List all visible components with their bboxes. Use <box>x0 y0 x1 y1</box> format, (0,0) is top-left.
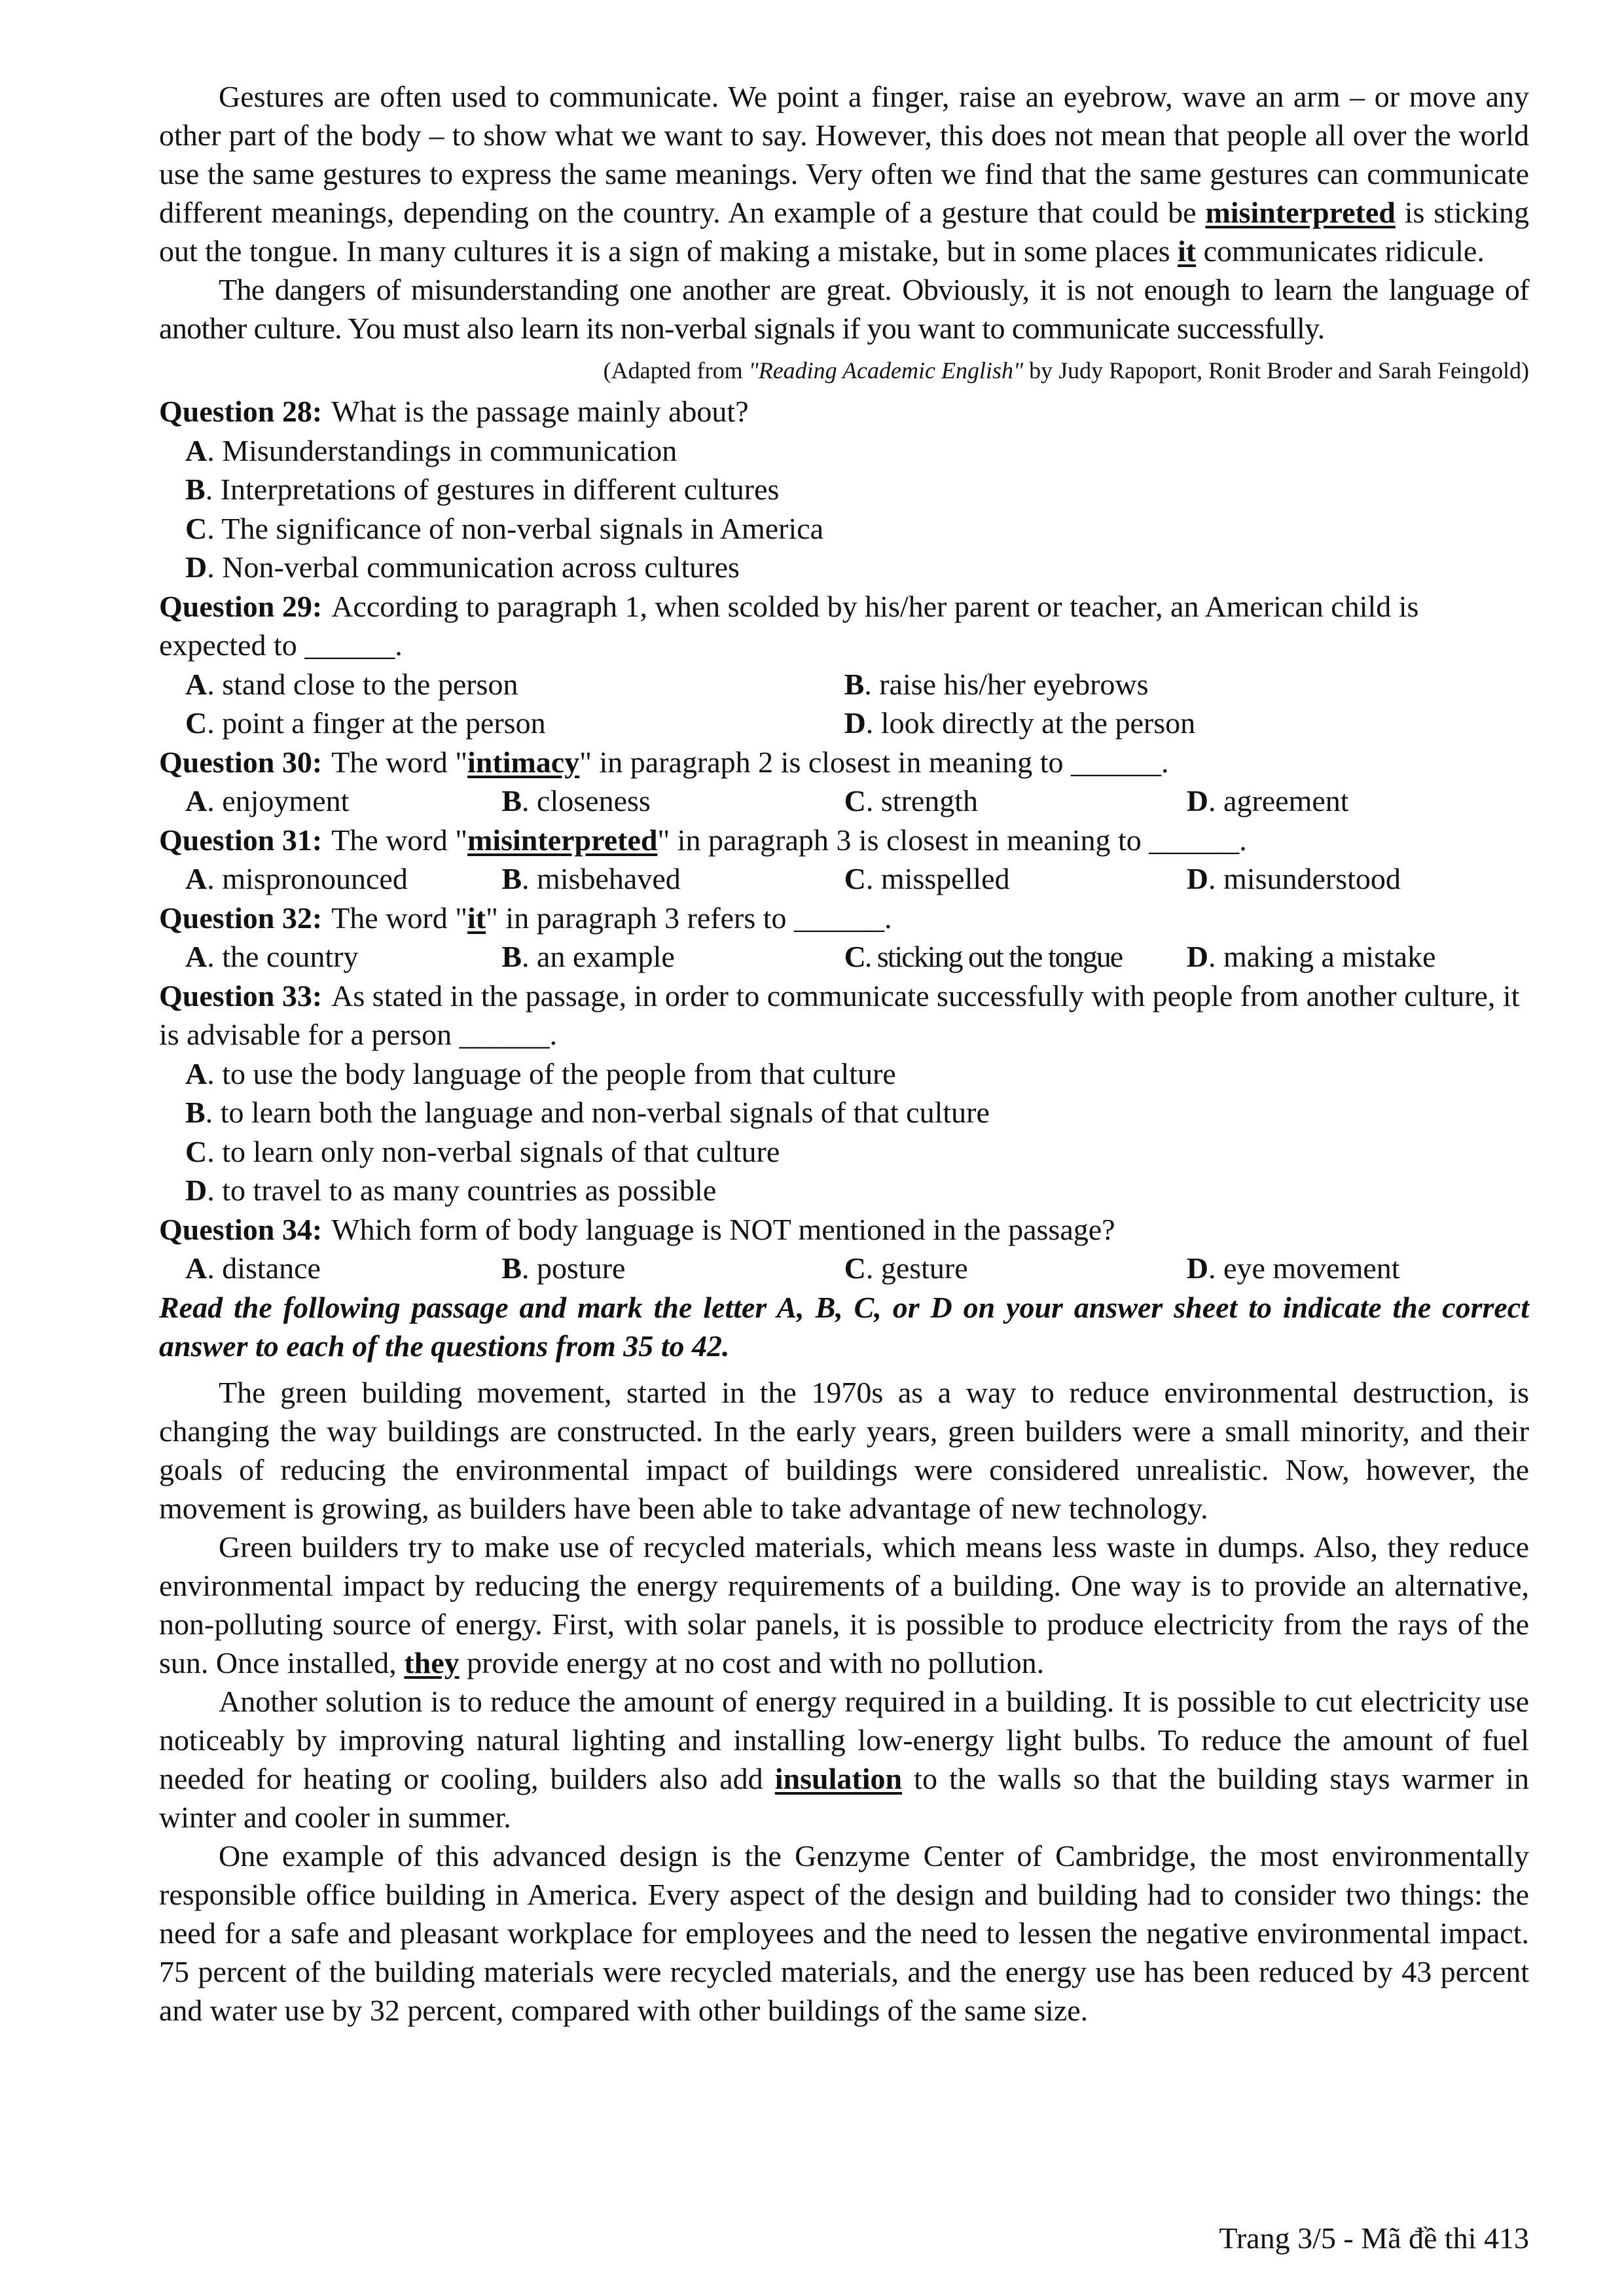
passage2-paragraph-3: Another solution is to reduce the amount of energy required in a building. It is possible to cut electricity use noticeably by improving natural lighting and installing low-energy light bulbs. To reduce the amount of fuel needed for heating or cooling, builders also add insulation to the walls so that the building stays warmer in winter and cooler in summer. <box>159 1684 1529 1834</box>
option-c[interactable]: C. to learn only non-verbal signals of that culture <box>185 1134 780 1168</box>
option-b[interactable]: B. posture <box>501 1251 626 1285</box>
option-a[interactable]: A. enjoyment <box>185 784 350 817</box>
question-30: Question 30: The word "intimacy" in paragraph 2 is closest in meaning to ______. A. enjoyment B. closeness C. strength D. agreement <box>159 743 1529 821</box>
option-d[interactable]: D. look directly at the person <box>844 706 1196 740</box>
option-d[interactable]: D. Non-verbal communication across cultures <box>185 550 740 584</box>
passage2-paragraph-4: One example of this advanced design is the Genzyme Center of Cambridge, the most environmentally responsible office building in America. Every aspect of the design and building had to consider two things: the need for a safe and pleasant workplace for employees and the need to lessen the negative environmental impact. 75 percent of the building materials were recycled materials, and the energy use has been reduced by 43 percent and water use by 32 percent, compared with other buildings of the same size. <box>159 1839 1529 2027</box>
option-c[interactable]: C. gesture <box>844 1251 968 1285</box>
keyword-misinterpreted: misinterpreted <box>467 823 658 857</box>
option-b[interactable]: B. an example <box>501 940 675 973</box>
question-label: Question 33: <box>159 978 323 1013</box>
keyword-it: it <box>1178 234 1197 268</box>
question-label: Question 32: <box>159 901 323 935</box>
option-d[interactable]: D. eye movement <box>1186 1251 1400 1285</box>
option-a[interactable]: A. Misunderstandings in communication <box>185 433 677 467</box>
question-28 <box>159 392 1529 587</box>
option-a[interactable]: A. mispronounced <box>185 862 408 895</box>
option-b[interactable]: B. raise his/her eyebrows <box>844 667 1149 701</box>
option-a[interactable]: A. stand close to the person <box>185 667 518 701</box>
question-text: What is the passage mainly about? <box>331 395 749 428</box>
option-d[interactable]: D. misunderstood <box>1186 862 1401 895</box>
passage2-paragraph-2: Green builders try to make use of recycled materials, which means less waste in dumps. Also, they reduce environmental impact by reducing the energy requirements of a building. One way is to provide an alternative, non-polluting source of energy. First, with solar panels, it is possible to produce electricity from the rays of the sun. Once installed, they provide energy at no cost and with no pollution. <box>159 1530 1529 1679</box>
option-c[interactable]: C. point a finger at the person <box>185 706 546 740</box>
section-instruction: Read the following passage and mark the letter A, B, C, or D on your answer sheet to indicate the correct answer to each of the questions from 35 to 42. <box>159 1290 1529 1363</box>
question-31: Question 31: The word "misinterpreted" in paragraph 3 is closest in meaning to ______. A. mispronounced B. misbehaved C. misspelled D. misunderstood <box>159 821 1529 899</box>
keyword-intimacy: intimacy <box>467 745 580 779</box>
page-footer: Trang 3/5 - Mã đề thi 413 <box>1219 2221 1529 2255</box>
option-d[interactable]: D. making a mistake <box>1186 940 1436 973</box>
option-b[interactable]: B. Interpretations of gestures in different cultures <box>185 473 780 506</box>
option-c[interactable]: C. The significance of non-verbal signals in America <box>185 511 824 545</box>
option-d[interactable]: D. to travel to as many countries as possible <box>185 1174 717 1207</box>
option-d[interactable]: D. agreement <box>1186 784 1349 817</box>
question-34 <box>159 1210 1529 1288</box>
content-column <box>159 77 1529 2030</box>
question-text: According to paragraph 1, when scolded by his/her parent or teacher, an American child is expected to ______. <box>159 589 1419 662</box>
passage1-paragraph-1: Gestures are often used to communicate. We point a finger, raise an eyebrow, wave an arm – or move any other part of the body – to show what we want to say. However, this does not mean that people all over the world use the same gestures to express the same meanings. Very often we find that the same gestures can communicate different meanings, depending on the country. An example of a gesture that could be misinterpreted is sticking out the tongue. In many cultures it is a sign of making a mistake, but in some places it communicates ridicule. <box>159 80 1530 268</box>
option-c[interactable]: C. sticking out the tongue <box>844 940 1123 973</box>
keyword-insulation: insulation <box>774 1761 903 1795</box>
option-c[interactable]: C. strength <box>844 784 979 817</box>
question-32: Question 32: The word "it" in paragraph 3 refers to ______. A. the country B. an example C. sticking out the tongue D. making a mistake <box>159 899 1529 977</box>
keyword-they: they <box>404 1645 460 1679</box>
question-label: Question 31: <box>159 823 323 857</box>
passage2-paragraph-1: The green building movement, started in the 1970s as a way to reduce environmental destruction, is changing the way buildings are constructed. In the early years, green builders were a small minority, and their goals of reducing the environmental impact of buildings were considered unrealistic. Now, however, the movement is growing, as builders have been able to take advantage of new technology. <box>159 1375 1529 1525</box>
option-b[interactable]: B. closeness <box>501 784 651 817</box>
passage1-paragraph-2: The dangers of misunderstanding one another are great. Obviously, it is not enough to learn the language of another culture. You must also learn its non-verbal signals if you want to communicate successfully. <box>159 273 1529 345</box>
option-c[interactable]: C. misspelled <box>844 862 1010 895</box>
option-b[interactable]: B. to learn both the language and non-verbal signals of that culture <box>185 1096 990 1129</box>
question-text: Which form of body language is NOT mentioned in the passage? <box>331 1212 1115 1246</box>
question-label: Question 34: <box>159 1212 323 1246</box>
question-33 <box>159 977 1529 1210</box>
option-a[interactable]: A. the country <box>185 940 359 973</box>
question-label: Question 29: <box>159 589 323 623</box>
option-a[interactable]: A. to use the body language of the people from that culture <box>185 1056 896 1090</box>
option-a[interactable]: A. distance <box>185 1251 321 1285</box>
keyword-it: it <box>467 901 486 935</box>
question-29 <box>159 587 1529 743</box>
question-label: Question 30: <box>159 745 323 779</box>
question-label: Question 28: <box>159 395 323 428</box>
option-b[interactable]: B. misbehaved <box>501 862 681 895</box>
question-text: As stated in the passage, in order to communicate successfully with people from another culture, it is advisable for a person ______. <box>159 978 1520 1051</box>
source-citation: (Adapted from "Reading Academic English" by Judy Rapoport, Ronit Broder and Sarah Feingold) <box>603 357 1529 384</box>
keyword-misinterpreted: misinterpreted <box>1205 196 1396 229</box>
